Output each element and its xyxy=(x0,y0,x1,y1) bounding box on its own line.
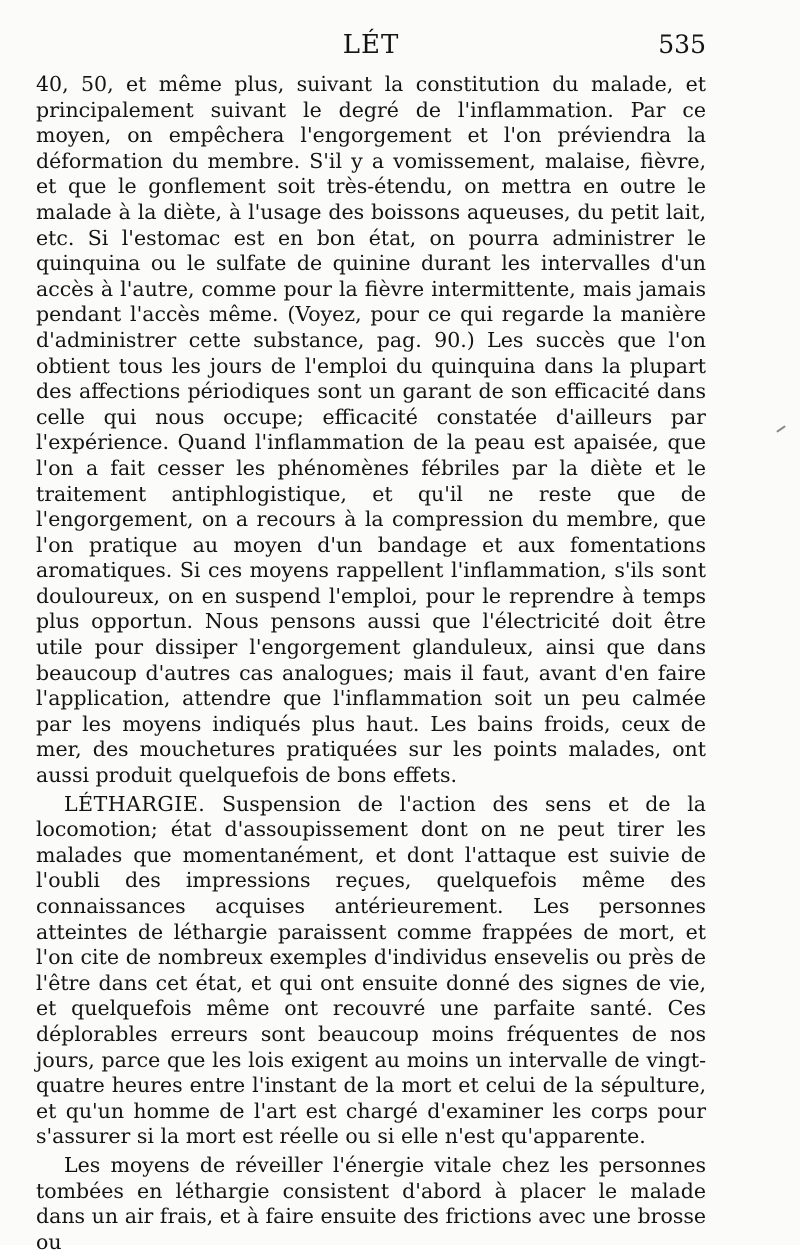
margin-mark xyxy=(776,425,785,432)
entry-term: LÉTHARGIE. xyxy=(64,791,206,816)
entry-definition: Suspension de l'action des sens et de la locomotion; état d'assoupissement dont on ne peut tirer les malades que momentanément, et dont l'attaque est suivie de l'oubli des impressions reçues, quelquefois même des connaissances acquises antérieurement. Les personnes atteintes de léthargie paraissent comme frappées de mort, et l'on cite de nombreux exemples d'individus ensevelis ou près de l'être dans cet état, et qui ont ensuite donné des signes de vie, et quelquefois même ont recouvré une parfaite santé. Ces déplorables erreurs sont beaucoup moins fréquentes de nos jours, parce que les lois exigent au moins un intervalle de vingt-quatre heures entre l'instant de la mort et celui de la sépulture, et qu'un homme de l'art est chargé d'examiner les corps pour s'assurer si la mort est réelle ou si elle n'est qu'apparente. xyxy=(36,791,706,1149)
paragraph-continuation: 40, 50, et même plus, suivant la constitution du malade, et principalement suivant le degré de l'inflammation. Par ce moyen, on empêchera l'engorgement et l'on préviendra la déformation du membre. S'il y a vomissement, malaise, fièvre, et que le gonflement soit très-étendu, on mettra en outre le malade à la diète, à l'usage des boissons aqueuses, du petit lait, etc. Si l'estomac est en bon état, on pourra administrer le quinquina ou le sulfate de quinine durant les intervalles d'un accès à l'autre, comme pour la fièvre intermittente, mais jamais pendant l'accès même. (Voyez, pour ce qui regarde la manière d'administrer cette substance, pag. 90.) Les succès que l'on obtient tous les jours de l'emploi du quinquina dans la plupart des affections périodiques sont un garant de son efficacité dans celle qui nous occupe; efficacité constatée d'ailleurs par l'expérience. Quand l'inflammation de la peau est apaisée, que l'on a fait cesser les phénomènes fébriles par la diète et le traitement antiphlogistique, et qu'il ne reste que de l'engorgement, on a recours à la compression du membre, que l'on pratique au moyen d'un bandage et aux fomentations aromatiques. Si ces moyens rappellent l'inflammation, s'ils sont douloureux, on en suspend l'emploi, pour le reprendre à temps plus opportun. Nous pensons aussi que l'électricité doit être utile pour dissiper l'engorgement glanduleux, ainsi que dans beaucoup d'autres cas analogues; mais il faut, avant d'en faire l'application, attendre que l'inflammation soit un peu calmée par les moyens indiqués plus haut. Les bains froids, ceux de mer, des mouchetures pratiquées sur les points malades, ont aussi produit quelquefois de bons effets. xyxy=(36,72,706,788)
running-head: LÉT xyxy=(342,30,400,60)
page-header xyxy=(36,30,706,66)
page-number: 535 xyxy=(658,30,706,59)
paragraph-treatment: Les moyens de réveiller l'énergie vitale chez les personnes tombées en léthargie consistent d'abord à placer le malade dans un air frais, et à faire ensuite des frictions avec une brosse ou xyxy=(36,1152,706,1254)
paragraph-lethargie xyxy=(36,792,706,1150)
body-text xyxy=(36,72,706,1255)
